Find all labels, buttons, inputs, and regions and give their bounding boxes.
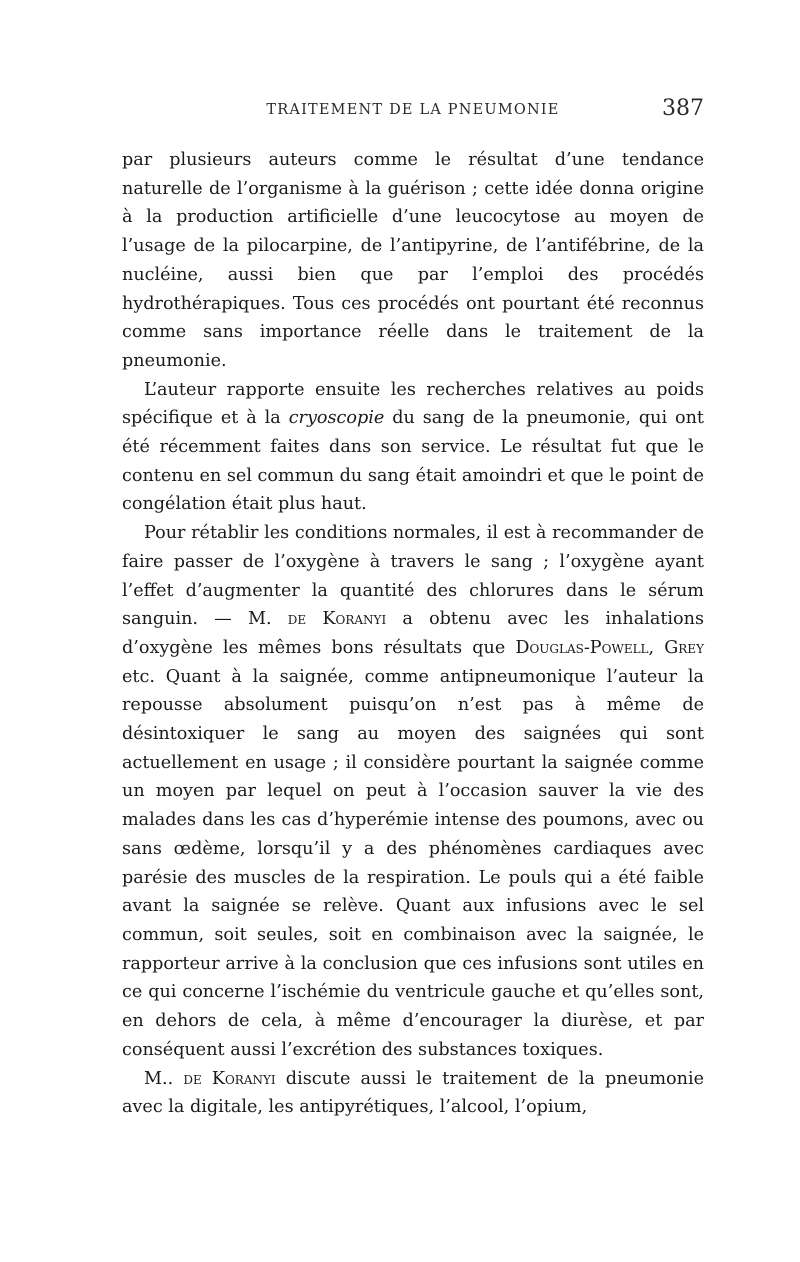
body-text: [122, 146, 704, 1122]
author-name-grey: Grey: [664, 637, 704, 658]
paragraph-2-text-a: L’auteur rapporte ensuite les recherches relatives au poids spécifique et à la: [122, 379, 704, 429]
paragraph-3-text-g: etc. Quant à la saignée, comme antipneumonique l’auteur la repousse absolument puisqu’on n’est pas à même de désintoxiquer le sang au moyen des saignées qui sont actuellement en usage ; il considère pourtant la saignée comme un moyen par lequel on peut à l’occasion sauver la vie des malades dans les cas d’hyperémie intense des poumons, avec ou sans œdème, lorsqu’il y a des phénomènes cardiaques avec parésie des muscles de la respiration. Le pouls qui a été faible avant la saignée se relève. Quant aux infusions avec le sel commun, soit seules, soit en combinaison avec la saignée, le rapporteur arrive à la conclusion que ces infusions sont utiles en ce qui concerne l’ischémie du ventricule gauche et qu’elles sont, en dehors de cela, à même d’encourager la diurèse, et par conséquent aussi l’excrétion des substances toxiques.: [122, 666, 704, 1060]
paragraph-3-text-a: Pour rétablir les conditions normales, il est à recommander de faire passer de l’oxygène à travers le sang ; l’oxygène ayant l’effet d’augmenter la quantité des chlorures dans le sérum sanguin. — M.: [122, 523, 704, 630]
paragraph-4: [122, 1065, 704, 1122]
paragraph-2-text-c: du sang de la pneumonie, qui ont été récemment faites dans son service. Le résultat fut que le contenu en sel commun du sang était amoindri et que le point de congélation était plus haut.: [122, 408, 705, 515]
author-name-douglas-powell: Douglas-Powell: [515, 637, 649, 658]
paragraph-1: par plusieurs auteurs comme le résultat d’une tendance naturelle de l’organisme à la guérison ; cette idée donna origine à la production artificielle d’une leucocytose au moyen de l’usage de la pilocarpine, de l’antipyrine, de l’antifébrine, de la nucléine, aussi bien que par l’emploi des procédés hydrothérapiques. Tous ces procédés ont pourtant été reconnus comme sans importance réelle dans le traitement de la pneumonie.: [122, 150, 704, 371]
running-header: [122, 96, 704, 136]
running-title: TRAITEMENT DE LA PNEUMONIE: [266, 102, 560, 118]
paragraph-2: [122, 376, 704, 520]
paragraph-3-text-e: ,: [648, 637, 665, 658]
author-name-koranyi: de Koranyi: [287, 609, 387, 630]
term-cryoscopie: cryoscopie: [288, 408, 385, 429]
paragraph-4-text-c: discute aussi le traitement de la pneumonie avec la digitale, les antipyrétiques, l’alcool, l’opium,: [122, 1068, 705, 1118]
paragraph-3: [122, 519, 704, 1064]
page-number: 387: [662, 96, 704, 121]
author-name-koranyi-2: de Koranyi: [183, 1068, 276, 1089]
paragraph-4-text-a: M..: [144, 1068, 184, 1089]
paragraph-3-text-c: a obtenu avec les inhalations d’oxygène les mêmes bons résultats que: [122, 609, 704, 658]
